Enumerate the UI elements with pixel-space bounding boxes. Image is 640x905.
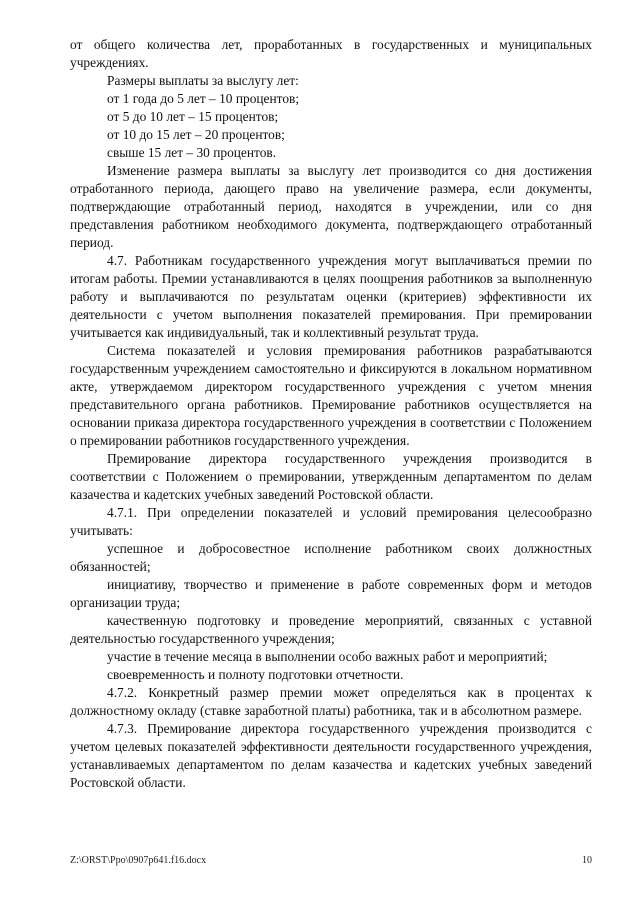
paragraph-seniority-change: Изменение размера выплаты за выслугу лет производится со дня достижения отработанного периода, дающего право на увеличение размера, если документы, подтверждающие отработанный период, находятся в учреждении, или со дня представления работником необходимого документа, подтверждающего отработанный период.: [70, 163, 592, 250]
list-item-seniority-1: от 1 года до 5 лет – 10 процентов;: [107, 91, 300, 106]
list-item-criteria-2: инициативу, творчество и применение в работе современных форм и методов организации труда;: [70, 577, 592, 610]
paragraph-seniority-header: Размеры выплаты за выслугу лет:: [107, 73, 299, 88]
paragraph-continuation: от общего количества лет, проработанных в государственных и муниципальных учреждениях.: [70, 37, 592, 70]
list-item-criteria-5: своевременность и полноту подготовки отчетности.: [107, 667, 404, 682]
list-item-criteria-4: участие в течение месяца в выполнении особо важных работ и мероприятий;: [107, 649, 548, 664]
footer-file-path: Z:\ORST\Ppo\0907p641.f16.docx: [70, 855, 207, 866]
paragraph-director-bonus: Премирование директора государственного учреждения производится в соответствии с Положением о премировании, утвержденным департаментом по делам казачества и кадетских учебных заведений Ростовской области.: [70, 451, 592, 502]
page-number: 10: [582, 855, 592, 866]
paragraph-4-7-1: 4.7.1. При определении показателей и условий премирования целесообразно учитывать:: [70, 505, 592, 538]
list-item-seniority-3: от 10 до 15 лет – 20 процентов;: [107, 127, 285, 142]
document-body: [70, 36, 592, 792]
list-item-seniority-4: свыше 15 лет – 30 процентов.: [107, 145, 277, 160]
list-item-criteria-1: успешное и добросовестное исполнение работником своих должностных обязанностей;: [70, 541, 592, 574]
page-footer: [70, 855, 592, 866]
list-item-criteria-3: качественную подготовку и проведение мероприятий, связанных с уставной деятельностью государственного учреждения;: [70, 613, 592, 646]
paragraph-4-7: 4.7. Работникам государственного учреждения могут выплачиваться премии по итогам работы. Премии устанавливаются в целях поощрения работников за выполненную работу и выплачиваются по результатам оценки (критериев) эффективности их деятельности с учетом выполнения показателей премирования. При премировании учитывается как индивидуальный, так и коллективный результат труда.: [70, 253, 592, 340]
paragraph-4-7-2: 4.7.2. Конкретный размер премии может определяться как в процентах к должностному окладу (ставке заработной платы) работника, так и в абсолютном размере.: [70, 685, 592, 718]
paragraph-indicators-system: Система показателей и условия премирования работников разрабатываются государственным учреждением самостоятельно и фиксируются в локальном нормативном акте, утверждаемом директором государственного учреждения с учетом мнения представительного органа работников. Премирование работников осуществляется на основании приказа директора государственного учреждения в соответствии с Положением о премировании работников государственного учреждения.: [70, 343, 592, 448]
paragraph-4-7-3: 4.7.3. Премирование директора государственного учреждения производится с учетом целевых показателей эффективности деятельности государственного учреждения, устанавливаемых департаментом по делам казачества и кадетских учебных заведений Ростовской области.: [70, 721, 592, 790]
list-item-seniority-2: от 5 до 10 лет – 15 процентов;: [107, 109, 279, 124]
